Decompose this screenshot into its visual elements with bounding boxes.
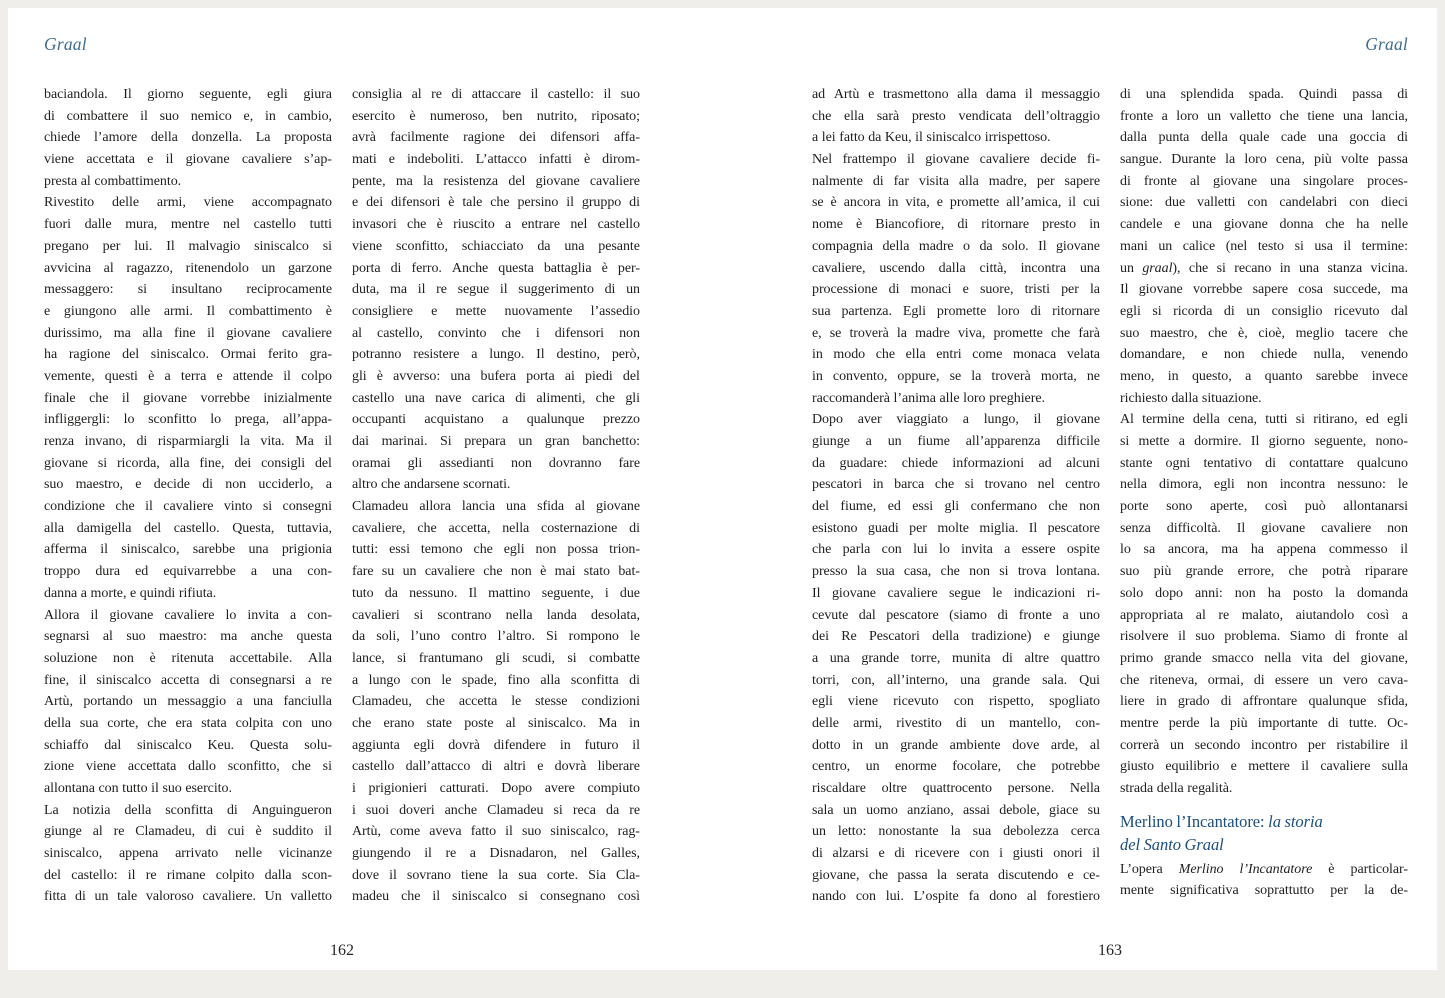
text-line: riscaldare oltre quattrocento persone. Nella [812, 781, 1100, 796]
text-line: Clamadeu, che accetta le stesse condizioni [352, 694, 640, 710]
text-line: meno, in questo, a quanto sarebbe invece [1120, 368, 1408, 384]
text-line: invasori che è riuscito a entrare nel castello [352, 217, 640, 233]
text-line: di alzarsi e di ricevere con i giusti onori il [812, 846, 1100, 862]
text-line: fuori dalle mura, mentre nel castello tutti [44, 217, 332, 233]
text-line: Il giovane cavaliere segue le indicazioni ri- [812, 585, 1100, 601]
text-line: e giungono alle armi. Il combattimento è [44, 303, 332, 319]
text-line: cevute dal pescatore (siamo di fronte a uno [812, 607, 1100, 623]
text-line: e, se troverà la madre viva, promette che farà [812, 325, 1100, 341]
text-line: condizione che il cavaliere vinto si consegni [44, 499, 332, 515]
text-line: solo dopo anni: non ha posto la domanda [1120, 585, 1408, 601]
text-line: dai marinai. Si prepara un gran banchetto: [352, 434, 640, 449]
text-line: lo sa ancora, ma ha appena commesso il [1120, 542, 1408, 558]
text-line: ad Artù e trasmettono alla dama il messaggio [812, 87, 1100, 102]
text-line: chiede l’amore della donzella. La proposta [44, 130, 332, 146]
text-line: pente, ma la resistenza del giovane cavaliere [352, 173, 640, 189]
text-line: sua partenza. Egli promette loro di ritornare [812, 303, 1100, 319]
text-line: correrà un secondo incontro per ristabilire il [1120, 737, 1408, 753]
text-line: che ella sarà presto vendicata dell’oltraggio [812, 108, 1100, 124]
text-line: si mette a dormire. Il giorno seguente, nono- [1120, 434, 1408, 449]
text-line: tuto da nessuno. Il mattino seguente, i due [352, 585, 640, 601]
text-line: compagnia della madre o da solo. Il giovane [812, 238, 1100, 254]
text-line: durissimo, ma alla fine il giovane cavaliere [44, 325, 332, 341]
text-line: Dopo aver viaggiato a lungo, il giovane [812, 412, 1100, 428]
text-line: ha ragione del siniscalco. Ormai ferito gra- [44, 347, 332, 363]
text-line: strada della regalità. [1120, 781, 1233, 796]
text-line: del castello: il re rimane colpito dalla scon- [44, 867, 332, 883]
text-line: gli è avverso: una bufera porta ai piedi del [352, 368, 640, 384]
text-line: Artù, come aveva fatto il suo siniscalco, rag- [352, 824, 640, 840]
text-line: presta al combattimento. [44, 173, 182, 189]
text-line: suo maestro, che è, cioè, meglio tacere che [1120, 325, 1408, 341]
text-line: L’opera Merlino l’Incantatore è particolar- [1120, 861, 1408, 877]
column-4 [1120, 84, 1408, 902]
text-line: finale che il giovane vorrebbe inizialmente [44, 390, 332, 406]
text-line: dotto in un grande ambiente dove arde, al [812, 737, 1100, 753]
text-line: Allora il giovane cavaliere lo invita a con- [44, 607, 332, 623]
text-line: torri, con, all’interno, una grande sala. Qui [812, 672, 1100, 688]
text-line: giunge a un fiume all’apparenza difficile [812, 434, 1100, 449]
text-line: egli viene ricevuto con rispetto, spogliato [812, 694, 1100, 710]
text-line: primo grande smacco nella vita del giovane, [1120, 650, 1408, 666]
text-line: fare su un cavaliere che non è mai stato bat- [352, 564, 640, 580]
text-line: che riteneva, ormai, di essere un vero cava- [1120, 672, 1408, 688]
text-line: allontana con tutto il suo esercito. [44, 781, 232, 796]
text-line: castello una nave carica di alimenti, che gli [352, 390, 640, 406]
text-line: centro, un enorme focolare, che potrebbe [812, 759, 1100, 775]
page-number-right: 163 [1098, 942, 1122, 959]
text-line: a lungo con le spade, fino alla sconfitta di [352, 672, 640, 688]
text-line: senza difficoltà. Il giovane cavaliere non [1120, 520, 1408, 536]
text-line: porta di ferro. Anche questa battaglia è per- [352, 260, 640, 276]
column-4-continued [1120, 859, 1408, 902]
text-line: Rivestito delle armi, viene accompagnato [44, 195, 332, 211]
text-line: lance, si frantumano gli scudi, si combatte [352, 650, 640, 666]
column-4-body [1120, 84, 1408, 800]
text-line: cavaliere, che accetta, nella costernazione di [352, 520, 640, 536]
text-line: afferma il siniscalco, sarebbe una prigionia [44, 542, 332, 558]
text-line: mentre perde la più importante di tutte. Oc- [1120, 715, 1408, 731]
text-line: renza invano, di risparmiargli la vita. Ma il [44, 434, 332, 449]
text-line: presso la sua casa, che non si trova lontana. [812, 564, 1100, 580]
text-line: Al termine della cena, tutti si ritirano, ed egli [1120, 412, 1408, 428]
text-line: richiesto dalla situazione. [1120, 390, 1262, 406]
text-line: viene accettata e il giovane cavaliere s’ap- [44, 152, 332, 168]
text-line: sione: due valletti con candelabri con dieci [1120, 195, 1408, 211]
text-line: nalmente di far visita alla madre, per sapere [812, 173, 1100, 189]
text-line: domandare, e non chiede nulla, venendo [1120, 347, 1408, 363]
text-line: zione viene accettata dallo sconfitto, che si [44, 759, 332, 775]
text-line: di fronte al giovane una singolare proces- [1120, 173, 1408, 189]
text-line: candele e una giovane donna che ha nelle [1120, 217, 1408, 233]
text-line: schiaffo dal siniscalco Keu. Questa solu- [44, 737, 332, 753]
text-line: i prigionieri catturati. Dopo avere compiuto [352, 781, 640, 796]
text-line: del fiume, ed essi gli confermano che non [812, 499, 1100, 515]
text-line: che parla con lui lo invita a essere ospite [812, 542, 1100, 558]
text-line: tutti: essi temono che egli non possa trion- [352, 542, 640, 558]
text-line: i suoi doveri anche Clamadeu si reca da re [352, 802, 640, 818]
text-line: avvicina al ragazzo, ritenendolo un garzone [44, 260, 332, 276]
page-number-left: 162 [330, 942, 354, 959]
text-line: un graal), che si recano in una stanza vicina. [1120, 260, 1408, 276]
heading-line: Merlino l’Incantatore: la storia [1120, 811, 1323, 831]
running-header-left: Graal [44, 34, 87, 54]
text-line: giungendo il re a Disnadaron, nel Galles, [352, 846, 640, 862]
text-line: porte sono aperte, così può allontanarsi [1120, 499, 1408, 515]
text-line: a una grande torre, munita di altre quattro [812, 650, 1100, 666]
text-line: fronte a loro un valletto che tiene una lancia, [1120, 108, 1408, 124]
text-line: esercito è numeroso, ben nutrito, riposato; [352, 108, 640, 124]
text-line: sangue. Durante la loro cena, più volte passa [1120, 152, 1408, 168]
text-line: della sua corte, che era stata colpita con uno [44, 715, 332, 731]
text-line: di combattere il suo nemico e, in cambio, [44, 108, 332, 124]
text-line: cavalieri si scontrano nella landa desolata, [352, 607, 640, 623]
book-spread-page [8, 8, 1437, 970]
text-line: stante ogni tentativo di contattare qualcuno [1120, 455, 1408, 471]
text-line: potranno resistere a lungo. Il destino, però, [352, 347, 640, 363]
heading-line: del Santo Graal [1120, 834, 1224, 854]
text-line: mente significativa soprattutto per la de- [1120, 883, 1408, 899]
text-line: castello dall’attacco di altri e dovrà liberare [352, 759, 640, 775]
text-line: Nel frattempo il giovane cavaliere decide fi- [812, 152, 1100, 168]
text-line: consiglia al re di attaccare il castello: il suo [352, 87, 640, 102]
text-line: occupanti acquistano a qualunque prezzo [352, 412, 640, 428]
text-line: giunge al re Clamadeu, di cui è suddito il [44, 824, 332, 840]
text-line: fitta di un tale valoroso cavaliere. Un valletto [44, 889, 332, 905]
text-line: segnarsi al suo maestro: ma anche questa [44, 629, 332, 645]
text-line: dalla punta della quale cade una goccia di [1120, 130, 1408, 146]
text-line: duta, ma il re segue il suggerimento di un [352, 282, 640, 298]
text-line: in modo che ella entri come monaca velata [812, 347, 1100, 363]
column-1 [44, 84, 332, 908]
text-line: suo maestro, e decide di non ucciderlo, a [44, 477, 332, 493]
text-line: Artù, portando un messaggio a una fanciulla [44, 694, 332, 710]
text-line: nome è Biancofiore, di ritornare presto in [812, 217, 1100, 233]
text-line: mati e indeboliti. L’attacco infatti è dirom- [352, 152, 640, 168]
text-line: nando con lui. L’ospite fa dono al forestiero [812, 889, 1100, 905]
text-line: delle armi, rivestito di un mantello, con- [812, 715, 1100, 731]
running-header-right: Graal [1365, 34, 1408, 54]
text-line: nella dimora, egli non incontra nessuno: le [1120, 477, 1408, 493]
text-line: giovane si ricorda, alla fine, dei consigli del [44, 455, 332, 471]
text-line: madeu che il siniscalco si consegnano così [352, 889, 640, 905]
text-line: mani un calice (nel testo si usa il termine: [1120, 238, 1408, 254]
text-line: da soli, l’uno contro l’altro. Si rompono le [352, 629, 640, 645]
text-line: fine, il siniscalco accetta di consegnarsi a re [44, 672, 332, 688]
text-line: Clamadeu allora lancia una sfida al giovane [352, 499, 640, 515]
text-line: esistono guadi per molte miglia. Il pescatore [812, 520, 1100, 536]
text-line: La notizia della sconfitta di Anguingueron [44, 802, 332, 818]
text-line: avrà facilmente ragione dei difensori affa- [352, 130, 640, 146]
text-line: vemente, questi è a terra e attende il colpo [44, 368, 332, 384]
text-line: dove il sovrano tiene la sua corte. Sia Cla- [352, 867, 640, 883]
text-line: raccomanderà l’anima alle loro preghiere. [812, 390, 1045, 406]
text-line: di una splendida spada. Quindi passa di [1120, 87, 1408, 102]
text-line: se è ancora in vita, e promette all’amica, il cui [812, 195, 1100, 211]
text-line: processione di monaci e suore, tristi per la [812, 282, 1100, 298]
text-line: un letto: nonostante la sua debolezza cerca [812, 824, 1100, 840]
text-line: viene sconfitto, schiacciato da una pesante [352, 238, 640, 254]
text-line: aggiunta egli dovrà difendere in futuro il [352, 737, 640, 753]
text-line: sala un uomo anziano, assai debole, giace su [812, 802, 1100, 818]
text-line: soluzione non è ritenuta accettabile. Alla [44, 650, 332, 666]
text-line: oramai gli assedianti non dovranno fare [352, 455, 640, 471]
text-line: suo più grande errore, che potrà riparare [1120, 564, 1408, 580]
text-line: altro che andarsene scornati. [352, 477, 511, 493]
text-line: a lei fatto da Keu, il siniscalco irrispettoso. [812, 130, 1051, 146]
text-line: in convento, oppure, se la troverà morta, ne [812, 368, 1100, 384]
text-line: e dei difensori è tale che persino il gruppo di [352, 195, 640, 211]
text-line: che erano state poste al siniscalco. Ma in [352, 715, 640, 731]
text-line: egli si ricorda di un consiglio ricevuto dal [1120, 303, 1408, 319]
text-line: danna a morte, e quindi rifiuta. [44, 585, 217, 601]
section-heading [1120, 810, 1408, 856]
text-line: consigliere e mette nuovamente l’assedio [352, 303, 640, 319]
text-line: alla damigella del castello. Questa, tuttavia, [44, 520, 332, 536]
text-line: cavaliere, uscendo dalla città, incontra una [812, 260, 1100, 276]
text-line: baciandola. Il giorno seguente, egli giura [44, 87, 332, 102]
text-line: pregano per lui. Il malvagio siniscalco si [44, 238, 332, 254]
text-line: giovane, che passa la serata discutendo e ce- [812, 867, 1100, 883]
text-line: risolvere il suo problema. Siamo di fronte al [1120, 629, 1408, 645]
text-line: pescatori in barca che si trovano nel centro [812, 477, 1100, 493]
text-line: da guadare: chiede informazioni ad alcuni [812, 455, 1100, 471]
text-line: messaggero: si insultano reciprocamente [44, 282, 332, 298]
text-line: Il giovane vorrebbe sapere cosa succede, ma [1120, 282, 1408, 298]
column-2 [352, 84, 640, 908]
text-line: siniscalco, appena arrivato nelle vicinanze [44, 846, 332, 862]
text-line: giusto equilibrio e mettere il cavaliere sulla [1120, 759, 1408, 775]
column-3 [812, 84, 1100, 908]
text-line: troppo dura ed equivarrebbe a una con- [44, 564, 332, 580]
text-line: dei Re Pescatori della tradizione) e giunge [812, 629, 1100, 645]
text-line: liere in grado di affrontare qualunque sfida, [1120, 694, 1408, 710]
text-line: infliggergli: lo sconfitto lo prega, all’appa- [44, 412, 332, 428]
text-line: al castello, convinto che i difensori non [352, 325, 640, 341]
text-line: appropriata al re malato, aiutandolo così a [1120, 607, 1408, 623]
